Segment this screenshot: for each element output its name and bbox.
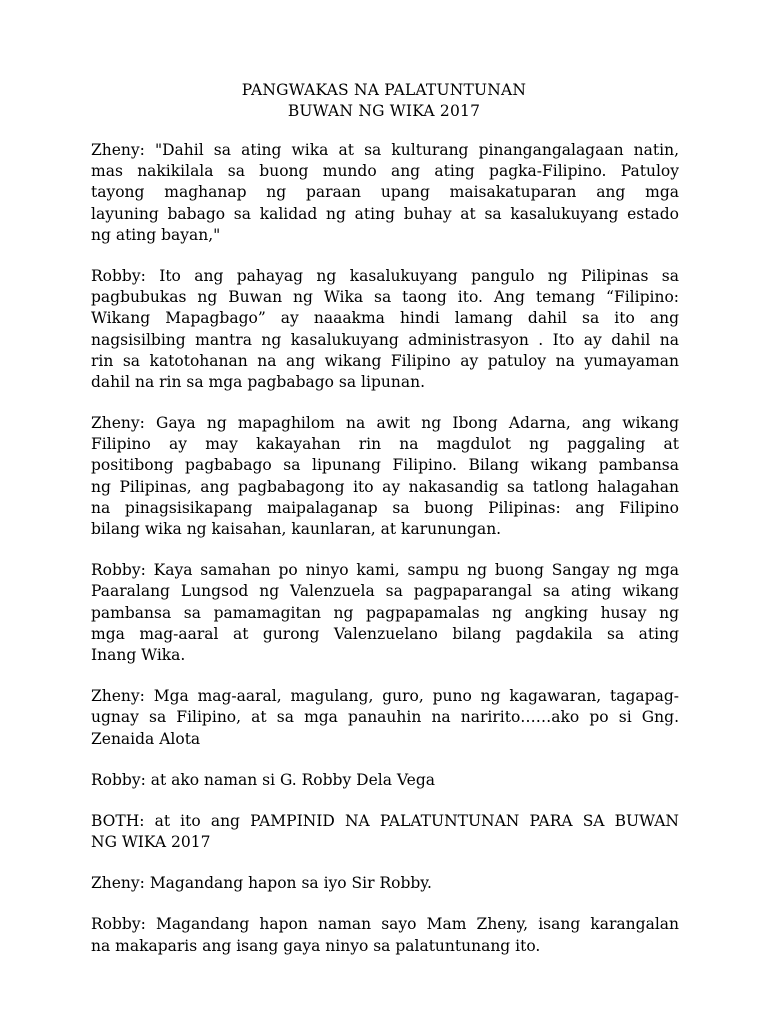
text-line: Filipino ay may kakayahan rin na magdulot ng paggaling at xyxy=(91,435,679,454)
text-line: Zenaida Alota xyxy=(91,729,201,748)
paragraph xyxy=(91,770,679,791)
text-line: mas nakikilala sa buong mundo ang ating pagka-Filipino. Patuloy xyxy=(91,162,679,181)
text-line: Paaralang Lungsod ng Valenzuela sa pagpaparangal sa ating wikang xyxy=(91,582,679,601)
text-line: ugnay sa Filipino, at sa mga panauhin na naririto……ako po si Gng. xyxy=(91,708,679,727)
paragraph xyxy=(91,560,679,666)
text-line: BOTH: at ito ang PAMPINID NA PALATUNTUNAN PARA SA BUWAN xyxy=(91,811,679,830)
text-line: Zheny: Mga mag-aaral, magulang, guro, puno ng kagawaran, tagapag- xyxy=(91,687,679,706)
text-line: rin sa katotohanan na ang wikang Filipino ay patuloy na yumayaman xyxy=(91,351,679,370)
text-line: positibong pagbabago sa lipunang Filipino. Bilang wikang pambansa xyxy=(91,456,679,475)
paragraph xyxy=(91,413,679,540)
text-line: mga mag-aaral at gurong Valenzuelano bilang pagdakila sa ating xyxy=(91,624,679,643)
text-line: na pinagsisikapang maipalaganap sa buong Pilipinas: ang Filipino xyxy=(91,498,679,517)
text-line: pambansa sa pamamagitan ng pagpapamalas ng angking husay ng xyxy=(91,603,679,622)
text-line: Wikang Mapagbago” ay naaakma hindi lamang dahil sa ito ang xyxy=(91,309,679,328)
text-line: na makaparis ang isang gaya ninyo sa palatuntunang ito. xyxy=(91,936,541,955)
paragraph xyxy=(91,140,679,246)
text-line: Robby: at ako naman si G. Robby Dela Vega xyxy=(91,770,435,789)
text-line: Robby: Magandang hapon naman sayo Mam Zheny, isang karangalan xyxy=(91,915,679,934)
text-line: Robby: Kaya samahan po ninyo kami, sampu ng buong Sangay ng mga xyxy=(91,561,679,580)
text-line: bilang wika ng kaisahan, kaunlaran, at karunungan. xyxy=(91,520,502,538)
text-line: Zheny: Gaya ng mapaghilom na awit ng Ibong Adarna, ang wikang xyxy=(91,414,679,433)
paragraph xyxy=(91,266,679,393)
text-line: ng Pilipinas, ang pagbabagong ito ay nakasandig sa tatlong halagahan xyxy=(91,477,679,496)
text-line: dahil na rin sa mga pagbabago sa lipunan. xyxy=(91,372,425,391)
text-line: Robby: Ito ang pahayag ng kasalukuyang pangulo ng Pilipinas sa xyxy=(91,266,679,285)
document-body xyxy=(91,140,679,957)
text-line: ng ating bayan," xyxy=(91,225,221,244)
text-line: Zheny: Magandang hapon sa iyo Sir Robby. xyxy=(91,874,432,893)
text-line: nagsisilbing mantra ng kasalukuyang administrasyon . Ito ay dahil na xyxy=(91,330,679,349)
text-line: Zheny: "Dahil sa ating wika at sa kulturang pinangangalagaan natin, xyxy=(91,141,679,159)
paragraph xyxy=(91,686,679,750)
paragraph xyxy=(91,914,679,956)
document-subtitle: BUWAN NG WIKA 2017 xyxy=(287,102,481,120)
document-title: PANGWAKAS NA PALATUNTUNAN xyxy=(241,81,527,99)
paragraph xyxy=(91,811,679,853)
text-line: Inang Wika. xyxy=(91,645,186,664)
paragraph xyxy=(91,873,679,894)
text-line: pagbubukas ng Buwan ng Wika sa taong ito. Ang temang “Filipino: xyxy=(91,288,679,307)
text-line: layuning babago sa kalidad ng ating buhay at sa kasalukuyang estado xyxy=(91,204,679,223)
text-line: tayong maghanap ng paraan upang maisakatuparan ang mga xyxy=(91,183,679,202)
text-line: NG WIKA 2017 xyxy=(91,833,211,852)
